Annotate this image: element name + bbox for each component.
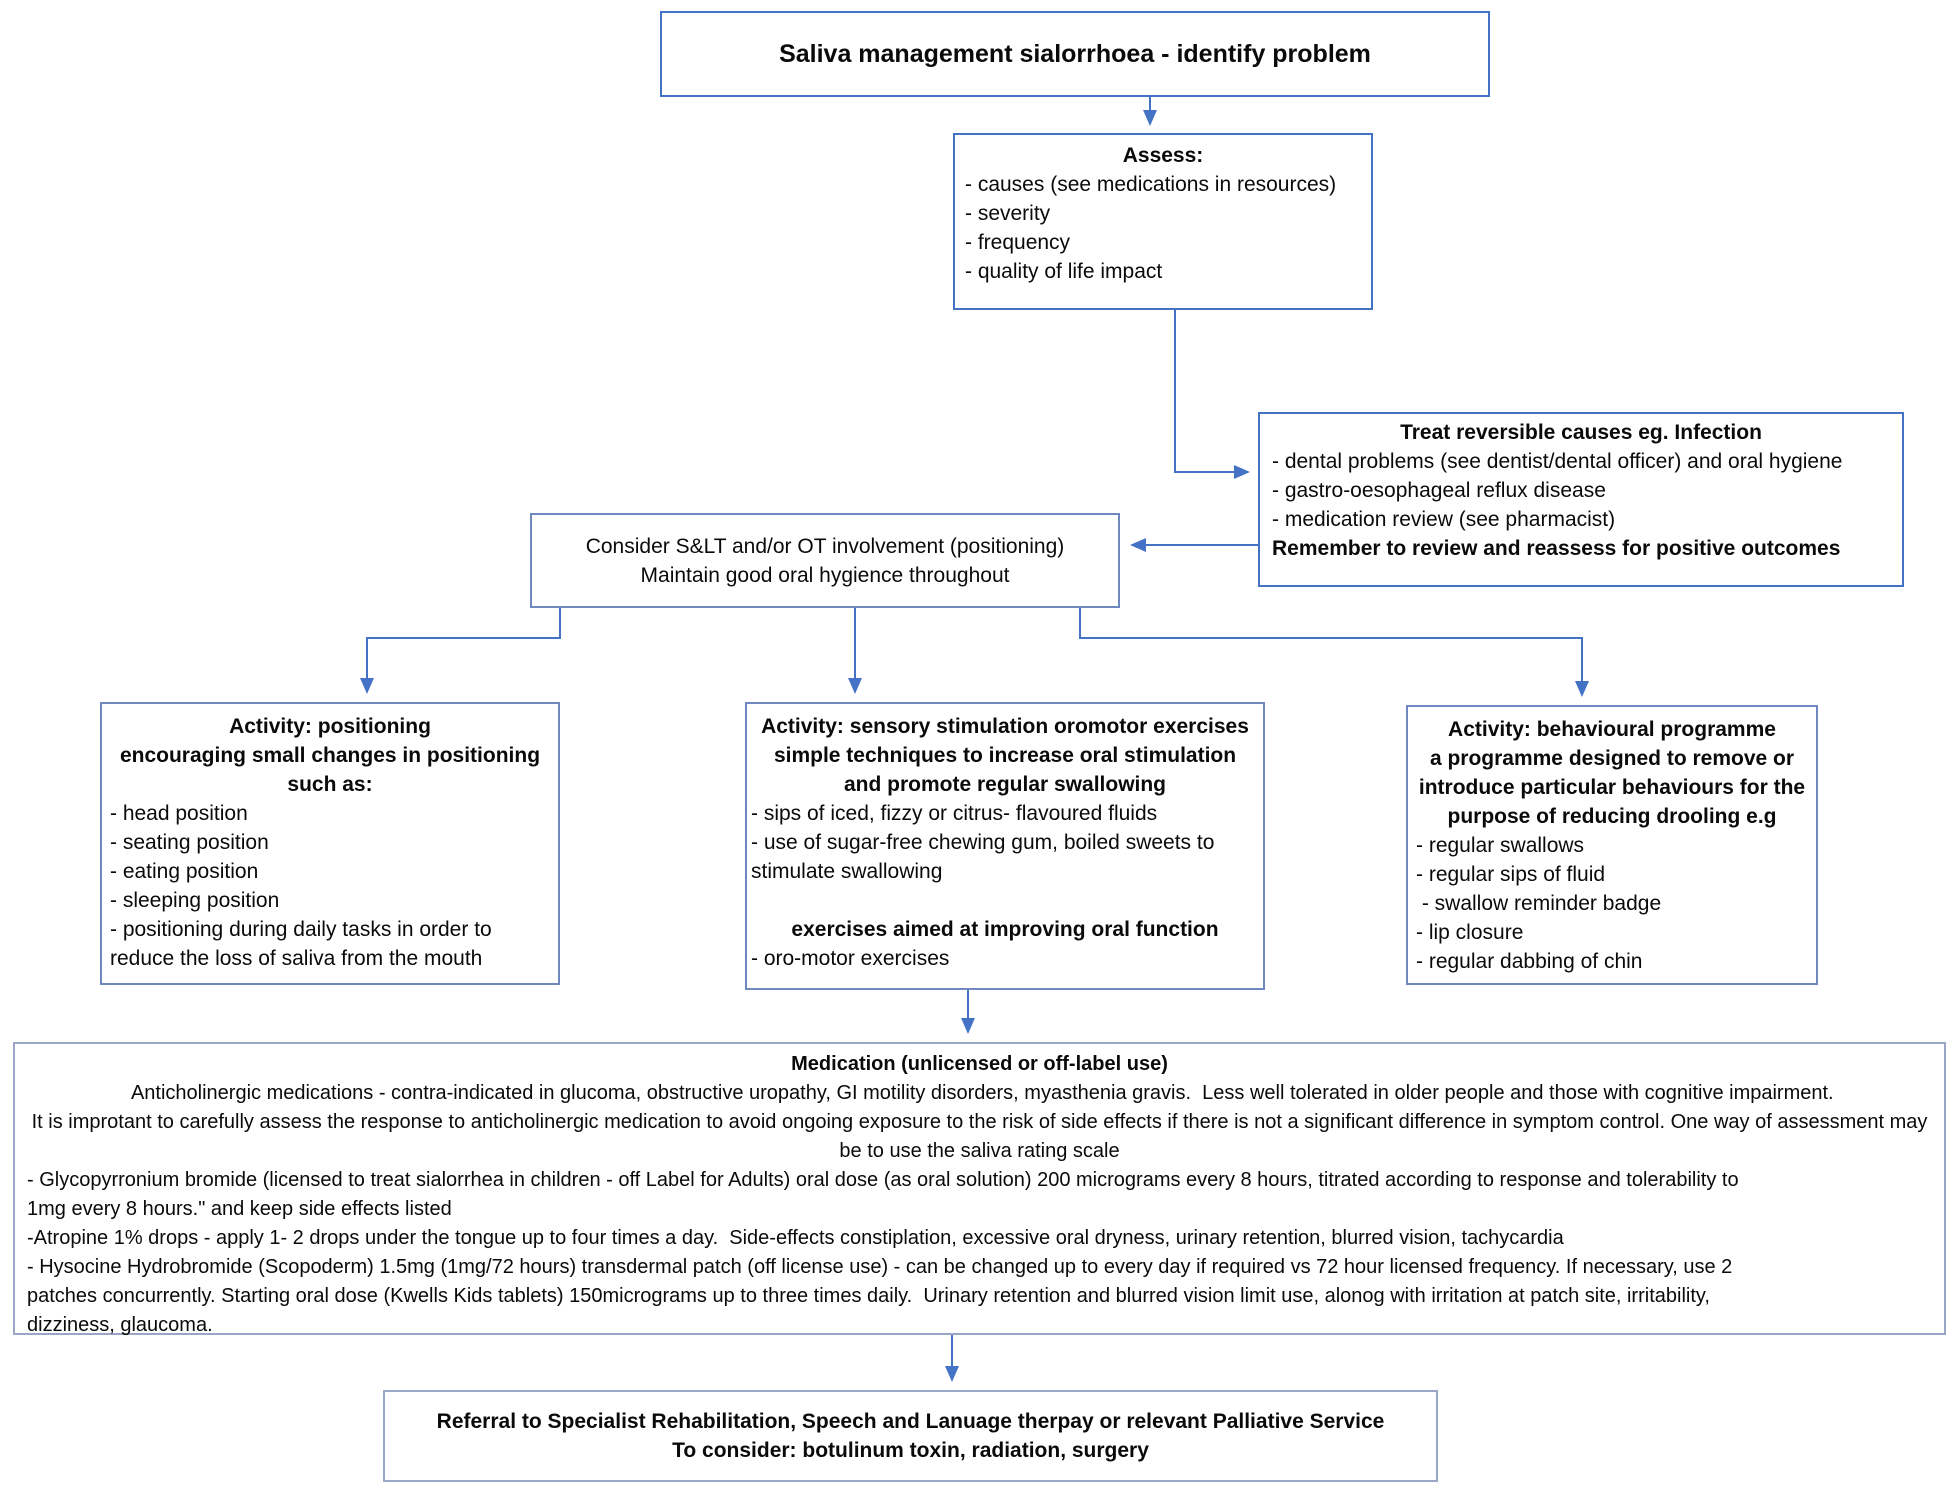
- activity-sensory-item: - use of sugar-free chewing gum, boiled sweets to stimulate swallowing: [751, 831, 1221, 883]
- assess-item: - causes (see medications in resources): [965, 173, 1337, 196]
- treat-item: - gastro-oesophageal reflux disease: [1272, 479, 1606, 502]
- activity-positioning-title: encouraging small changes in positioning: [119, 744, 541, 767]
- activity-sensory-title: Activity: sensory stimulation oromotor exercises: [761, 715, 1249, 738]
- medication-item: -Atropine 1% drops - apply 1- 2 drops under the tongue up to four times a day. Side-effects constiplation, excessive oral dryness, urinary retention, blurred vision, tachycardia: [27, 1227, 1564, 1249]
- activity-positioning-title: Activity: positioning: [229, 715, 431, 738]
- activity-behavioural-item: - regular swallows: [1416, 834, 1585, 857]
- activity-positioning-box: [100, 702, 560, 985]
- activity-behavioural-item: - regular dabbing of chin: [1416, 950, 1643, 973]
- connector-assess-to-treat: [1175, 310, 1248, 472]
- activity-sensory-title: simple techniques to increase oral stimulation: [773, 744, 1237, 767]
- treat-footer: Remember to review and reassess for positive outcomes: [1272, 537, 1841, 560]
- identify-problem-title: Saliva management sialorrhoea - identify problem: [779, 39, 1371, 68]
- treat-item: - dental problems (see dentist/dental officer) and oral hygiene: [1272, 450, 1843, 473]
- activity-positioning-item: - eating position: [110, 860, 259, 883]
- referral-line: Referral to Specialist Rehabilitation, Speech and Lanuage therpay or relevant Palliative Service: [436, 1410, 1385, 1433]
- activity-sensory-item: - oro-motor exercises: [751, 947, 950, 970]
- activity-positioning-title: such as:: [287, 773, 373, 796]
- referral-line: To consider: botulinum toxin, radiation, surgery: [672, 1439, 1149, 1462]
- connector-consider-to-behavioural: [1080, 608, 1582, 695]
- identify-problem-box: [660, 11, 1490, 97]
- activity-behavioural-title: introduce particular behaviours for the: [1418, 776, 1806, 799]
- activity-behavioural-box: [1406, 705, 1818, 985]
- assess-item: - quality of life impact: [965, 260, 1163, 283]
- assess-title: Assess:: [1122, 144, 1204, 167]
- activity-sensory-box: [745, 702, 1265, 990]
- assess-box: [953, 133, 1373, 310]
- medication-intro: Anticholinergic medications - contra-indicated in glucoma, obstructive uropathy, GI motility disorders, myasthenia gravis. Less well tolerated in older people and those with cognitive impairment. It is improtant to carefully assess the response to anticholinergic medication to avoid ongoing exposure to the risk of side effects if there is not a significant difference in symptom control. One way of assessment may be to use the saliva rating scale: [31, 1082, 1928, 1162]
- consider-line: Maintain good oral hygience throughout: [640, 563, 1010, 587]
- activity-sensory-item: - sips of iced, fizzy or citrus- flavoured fluids: [751, 802, 1158, 825]
- treat-item: - medication review (see pharmacist): [1272, 508, 1616, 531]
- activity-behavioural-title: a programme designed to remove or: [1429, 747, 1795, 770]
- assess-item: - severity: [965, 202, 1051, 225]
- activity-positioning-item: - head position: [110, 802, 248, 825]
- activity-positioning-item: - positioning during daily tasks in order to reduce the loss of saliva from the mouth: [110, 918, 498, 970]
- connector-consider-to-positioning: [367, 608, 560, 692]
- activity-positioning-item: - sleeping position: [110, 889, 280, 912]
- referral-box: [383, 1390, 1438, 1482]
- activity-sensory-title: and promote regular swallowing: [843, 773, 1167, 796]
- medication-item: - Hysocine Hydrobromide (Scopoderm) 1.5mg (1mg/72 hours) transdermal patch (off license use) - can be changed up to every day if required vs 72 hour licensed frequency. If necessary, use 2 patches concurrently. Starting oral dose (Kwells Kids tablets) 150micrograms up to three times daily. Urinary retention and blurred vision limit use, alonog with irritation at patch site, irritability, dizziness, glaucoma.: [27, 1256, 1733, 1336]
- consider-line: Consider S&LT and/or OT involvement (positioning): [585, 534, 1065, 558]
- treat-reversible-causes-box: [1258, 412, 1904, 587]
- activity-behavioural-item: - swallow reminder badge: [1416, 892, 1662, 915]
- medication-item: - Glycopyrronium bromide (licensed to treat sialorrhea in children - off Label for Adults) oral dose (as oral solution) 200 micrograms every 8 hours, titrated according to response and tolerability to 1mg every 8 hours." and keep side effects listed: [27, 1169, 1739, 1220]
- medication-title: Medication (unlicensed or off-label use): [791, 1053, 1168, 1075]
- activity-sensory-subtitle: exercises aimed at improving oral function: [791, 918, 1219, 941]
- activity-behavioural-item: - regular sips of fluid: [1416, 863, 1606, 886]
- activity-positioning-item: - seating position: [110, 831, 269, 854]
- activity-behavioural-title: purpose of reducing drooling e.g: [1447, 805, 1777, 828]
- medication-box: [13, 1042, 1946, 1335]
- activity-behavioural-title: Activity: behavioural programme: [1448, 718, 1776, 741]
- treat-title: Treat reversible causes eg. Infection: [1400, 421, 1762, 444]
- assess-item: - frequency: [965, 231, 1071, 254]
- activity-behavioural-item: - lip closure: [1416, 921, 1524, 944]
- consider-slt-ot-box: [530, 513, 1120, 608]
